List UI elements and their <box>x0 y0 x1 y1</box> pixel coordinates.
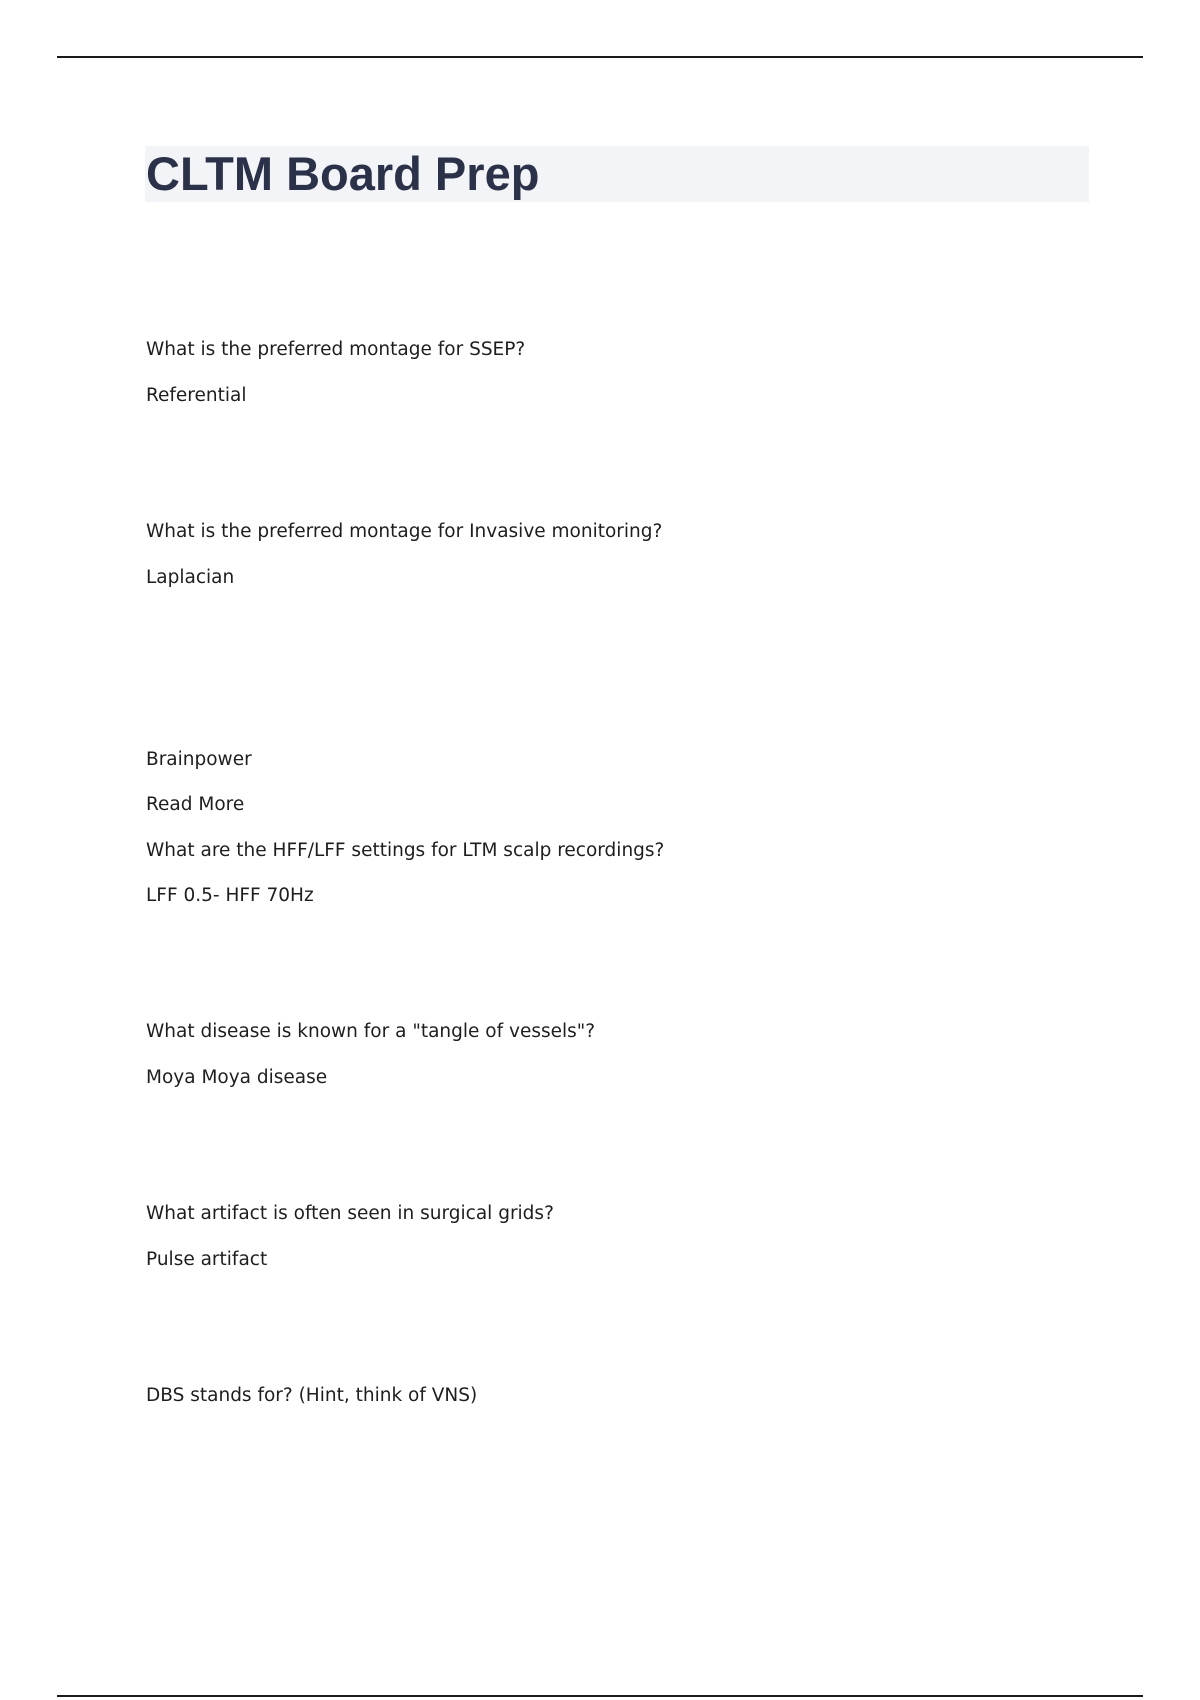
question-3: What are the HFF/LFF settings for LTM scalp recordings? <box>146 840 665 861</box>
bottom-rule <box>57 1695 1143 1697</box>
brainpower-label: Brainpower <box>146 749 252 770</box>
question-1: What is the preferred montage for SSEP? <box>146 339 526 360</box>
answer-3: LFF 0.5- HFF 70Hz <box>146 885 314 906</box>
document-title: CLTM Board Prep <box>146 147 540 200</box>
top-rule <box>57 56 1143 58</box>
question-6: DBS stands for? (Hint, think of VNS) <box>146 1385 478 1406</box>
answer-1: Referential <box>146 385 247 406</box>
answer-4: Moya Moya disease <box>146 1067 328 1088</box>
answer-5: Pulse artifact <box>146 1249 268 1270</box>
question-4: What disease is known for a "tangle of vessels"? <box>146 1021 596 1042</box>
answer-2: Laplacian <box>146 567 235 588</box>
question-5: What artifact is often seen in surgical grids? <box>146 1203 554 1224</box>
question-2: What is the preferred montage for Invasive monitoring? <box>146 521 663 542</box>
read-more-link[interactable]: Read More <box>146 794 245 815</box>
